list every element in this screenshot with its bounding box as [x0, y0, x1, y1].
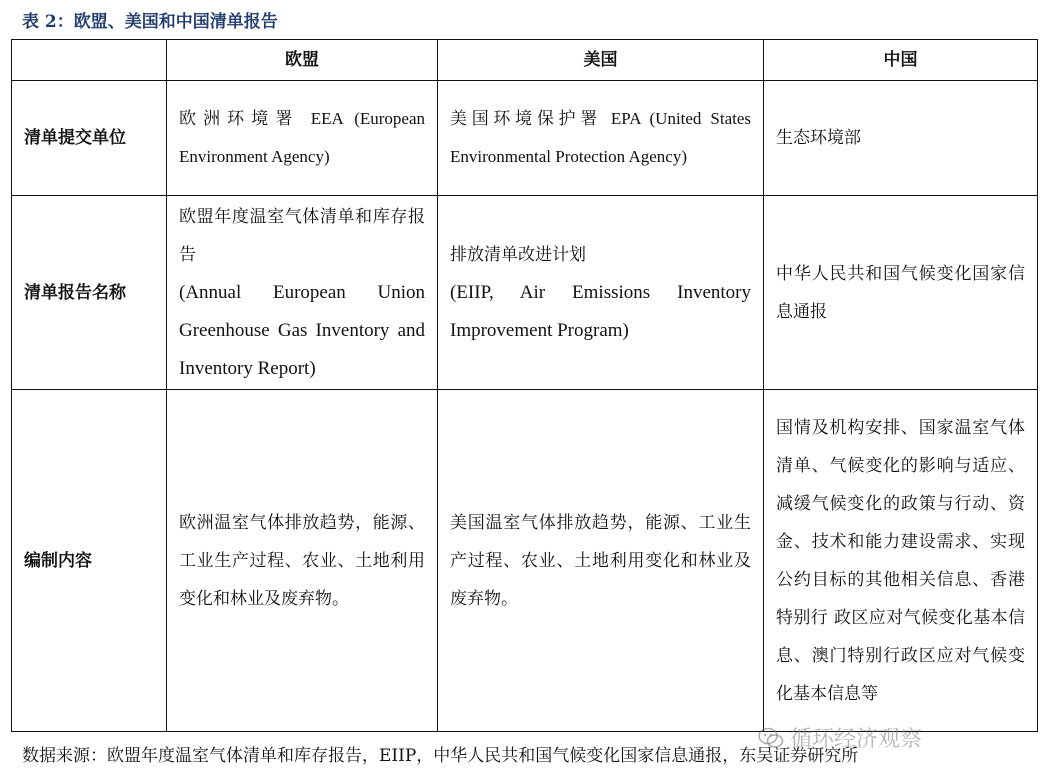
cell-us-content: 美国温室气体排放趋势，能源、工业生产过程、农业、土地利用变化和林业及废弃物。 [438, 390, 764, 732]
cell-cn-report-name: 中华人民共和国气候变化国家信息通报 [764, 196, 1038, 390]
row-label-content: 编制内容 [12, 390, 167, 732]
header-row [12, 40, 1038, 81]
cell-eu-content: 欧洲温室气体排放趋势，能源、工业生产过程、农业、土地利用变化和林业及废弃物。 [167, 390, 438, 732]
table-caption: 表 2：欧盟、美国和中国清单报告 [22, 12, 278, 32]
eu-report-name-en: (Annual European Union Greenhouse Gas Inventory and Inventory Report) [179, 281, 425, 379]
watermark-text: 循环经济观察 [790, 727, 923, 752]
row-label-submitter: 清单提交单位 [12, 81, 167, 196]
cell-cn-content: 国情及机构安排、国家温室气体清单、气候变化的影响与适应、减缓气候变化的政策与行动、资金、技术和能力建设需求、实现公约目标的其他相关信息、香港特别行 政区应对气候变化基本信息、澳门特别行政区应对气候变化基本信息等 [764, 390, 1038, 732]
watermark [758, 722, 922, 753]
table-row [12, 390, 1038, 732]
cell-cn-submitter: 生态环境部 [764, 81, 1038, 196]
data-source-note: 数据来源：欧盟年度温室气体清单和库存报告，EIIP，中华人民共和国气候变化国家信息通报，东吴证券研究所 [22, 746, 859, 766]
header-empty-cell [12, 40, 167, 81]
row-label-report-name: 清单报告名称 [12, 196, 167, 390]
cell-eu-report-name [167, 196, 438, 390]
header-cn: 中国 [764, 40, 1038, 81]
table-row [12, 81, 1038, 196]
cell-eu-submitter: 欧洲环境署 EEA (European Environment Agency) [167, 81, 438, 196]
cell-us-report-name [438, 196, 764, 390]
wechat-logo-icon [758, 727, 784, 749]
report-comparison-table [11, 39, 1038, 732]
header-us: 美国 [438, 40, 764, 81]
eu-report-name-zh: 欧盟年度温室气体清单和库存报告 [179, 206, 425, 265]
us-report-name-en: (EIIP, Air Emissions Inventory Improvement Program) [450, 281, 751, 341]
us-report-name-zh: 排放清单改进计划 [450, 244, 586, 265]
header-eu: 欧盟 [167, 40, 438, 81]
cell-us-submitter: 美国环境保护署 EPA (United States Environmental Protection Agency) [438, 81, 764, 196]
table-row [12, 196, 1038, 390]
